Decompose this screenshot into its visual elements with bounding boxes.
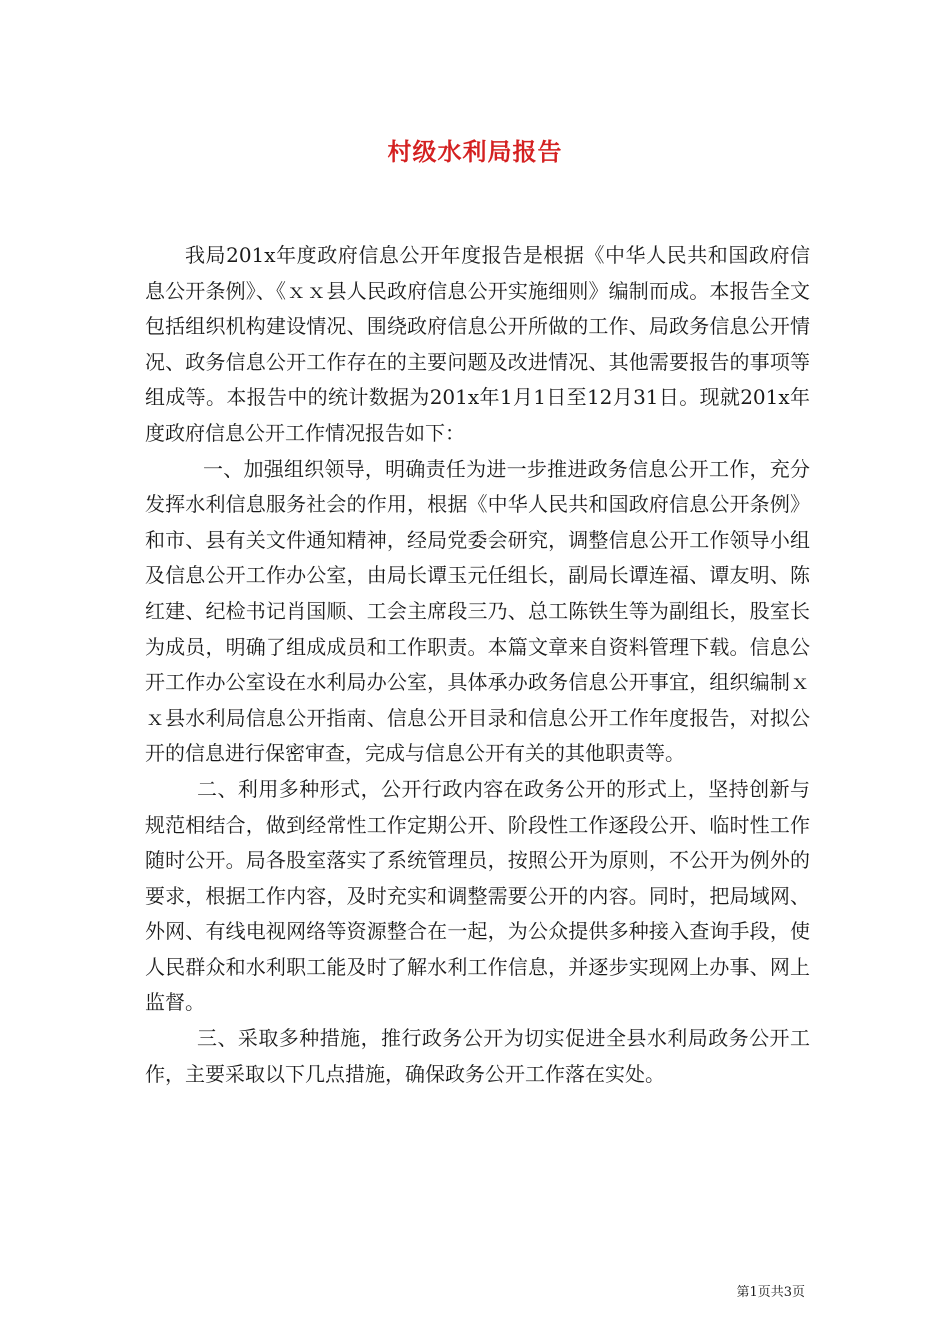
paragraph-section-2: 二、利用多种形式，公开行政内容在政务公开的形式上，坚持创新与规范相结合，做到经常性工作定期公开、阶段性工作逐段公开、临时性工作随时公开。局各股室落实了系统管理员，按照公开为原则，不公开为例外的要求，根据工作内容，及时充实和调整需要公开的内容。同时，把局域网、外网、有线电视网络等资源整合在一起，为公众提供多种接入查询手段，使人民群众和水利职工能及时了解水利工作信息，并逐步实现网上办事、网上监督。: [145, 776, 810, 1015]
document-title: 村级水利局报告: [387, 137, 563, 166]
paragraph-section-3: 三、采取多种措施，推行政务公开为切实促进全县水利局政务公开工作，主要采取以下几点措施，确保政务公开工作落在实处。: [145, 1026, 810, 1086]
page-number: 第1页共3页: [736, 1285, 805, 1300]
paragraph-intro: 我局201x年度政府信息公开年度报告是根据《中华人民共和国政府信息公开条例》、《ｘｘ县人民政府信息公开实施细则》编制而成。本报告全文包括组织机构建设情况、围绕政府信息公开所做的工作、局政务信息公开情况、政务信息公开工作存在的主要问题及改进情况、其他需要报告的事项等组成等。本报告中的统计数据为201x年1月1日至12月31日。现就201x年度政府信息公开工作情况报告如下：: [145, 243, 810, 445]
document-body: [145, 238, 810, 1092]
paragraph-section-1: 一、加强组织领导，明确责任为进一步推进政务信息公开工作，充分发挥水利信息服务社会的作用，根据《中华人民共和国政府信息公开条例》和市、县有关文件通知精神，经局党委会研究，调整信息公开工作领导小组及信息公开工作办公室，由局长谭玉元任组长，副局长谭连福、谭友明、陈红建、纪检书记肖国顺、工会主席段三乃、总工陈铁生等为副组长，股室长为成员，明确了组成成员和工作职责。本篇文章来自资料管理下载。信息公开工作办公室设在水利局办公室，具体承办政务信息公开事宜，组织编制ｘｘ县水利局信息公开指南、信息公开目录和信息公开工作年度报告，对拟公开的信息进行保密审查，完成与信息公开有关的其他职责等。: [145, 456, 810, 766]
